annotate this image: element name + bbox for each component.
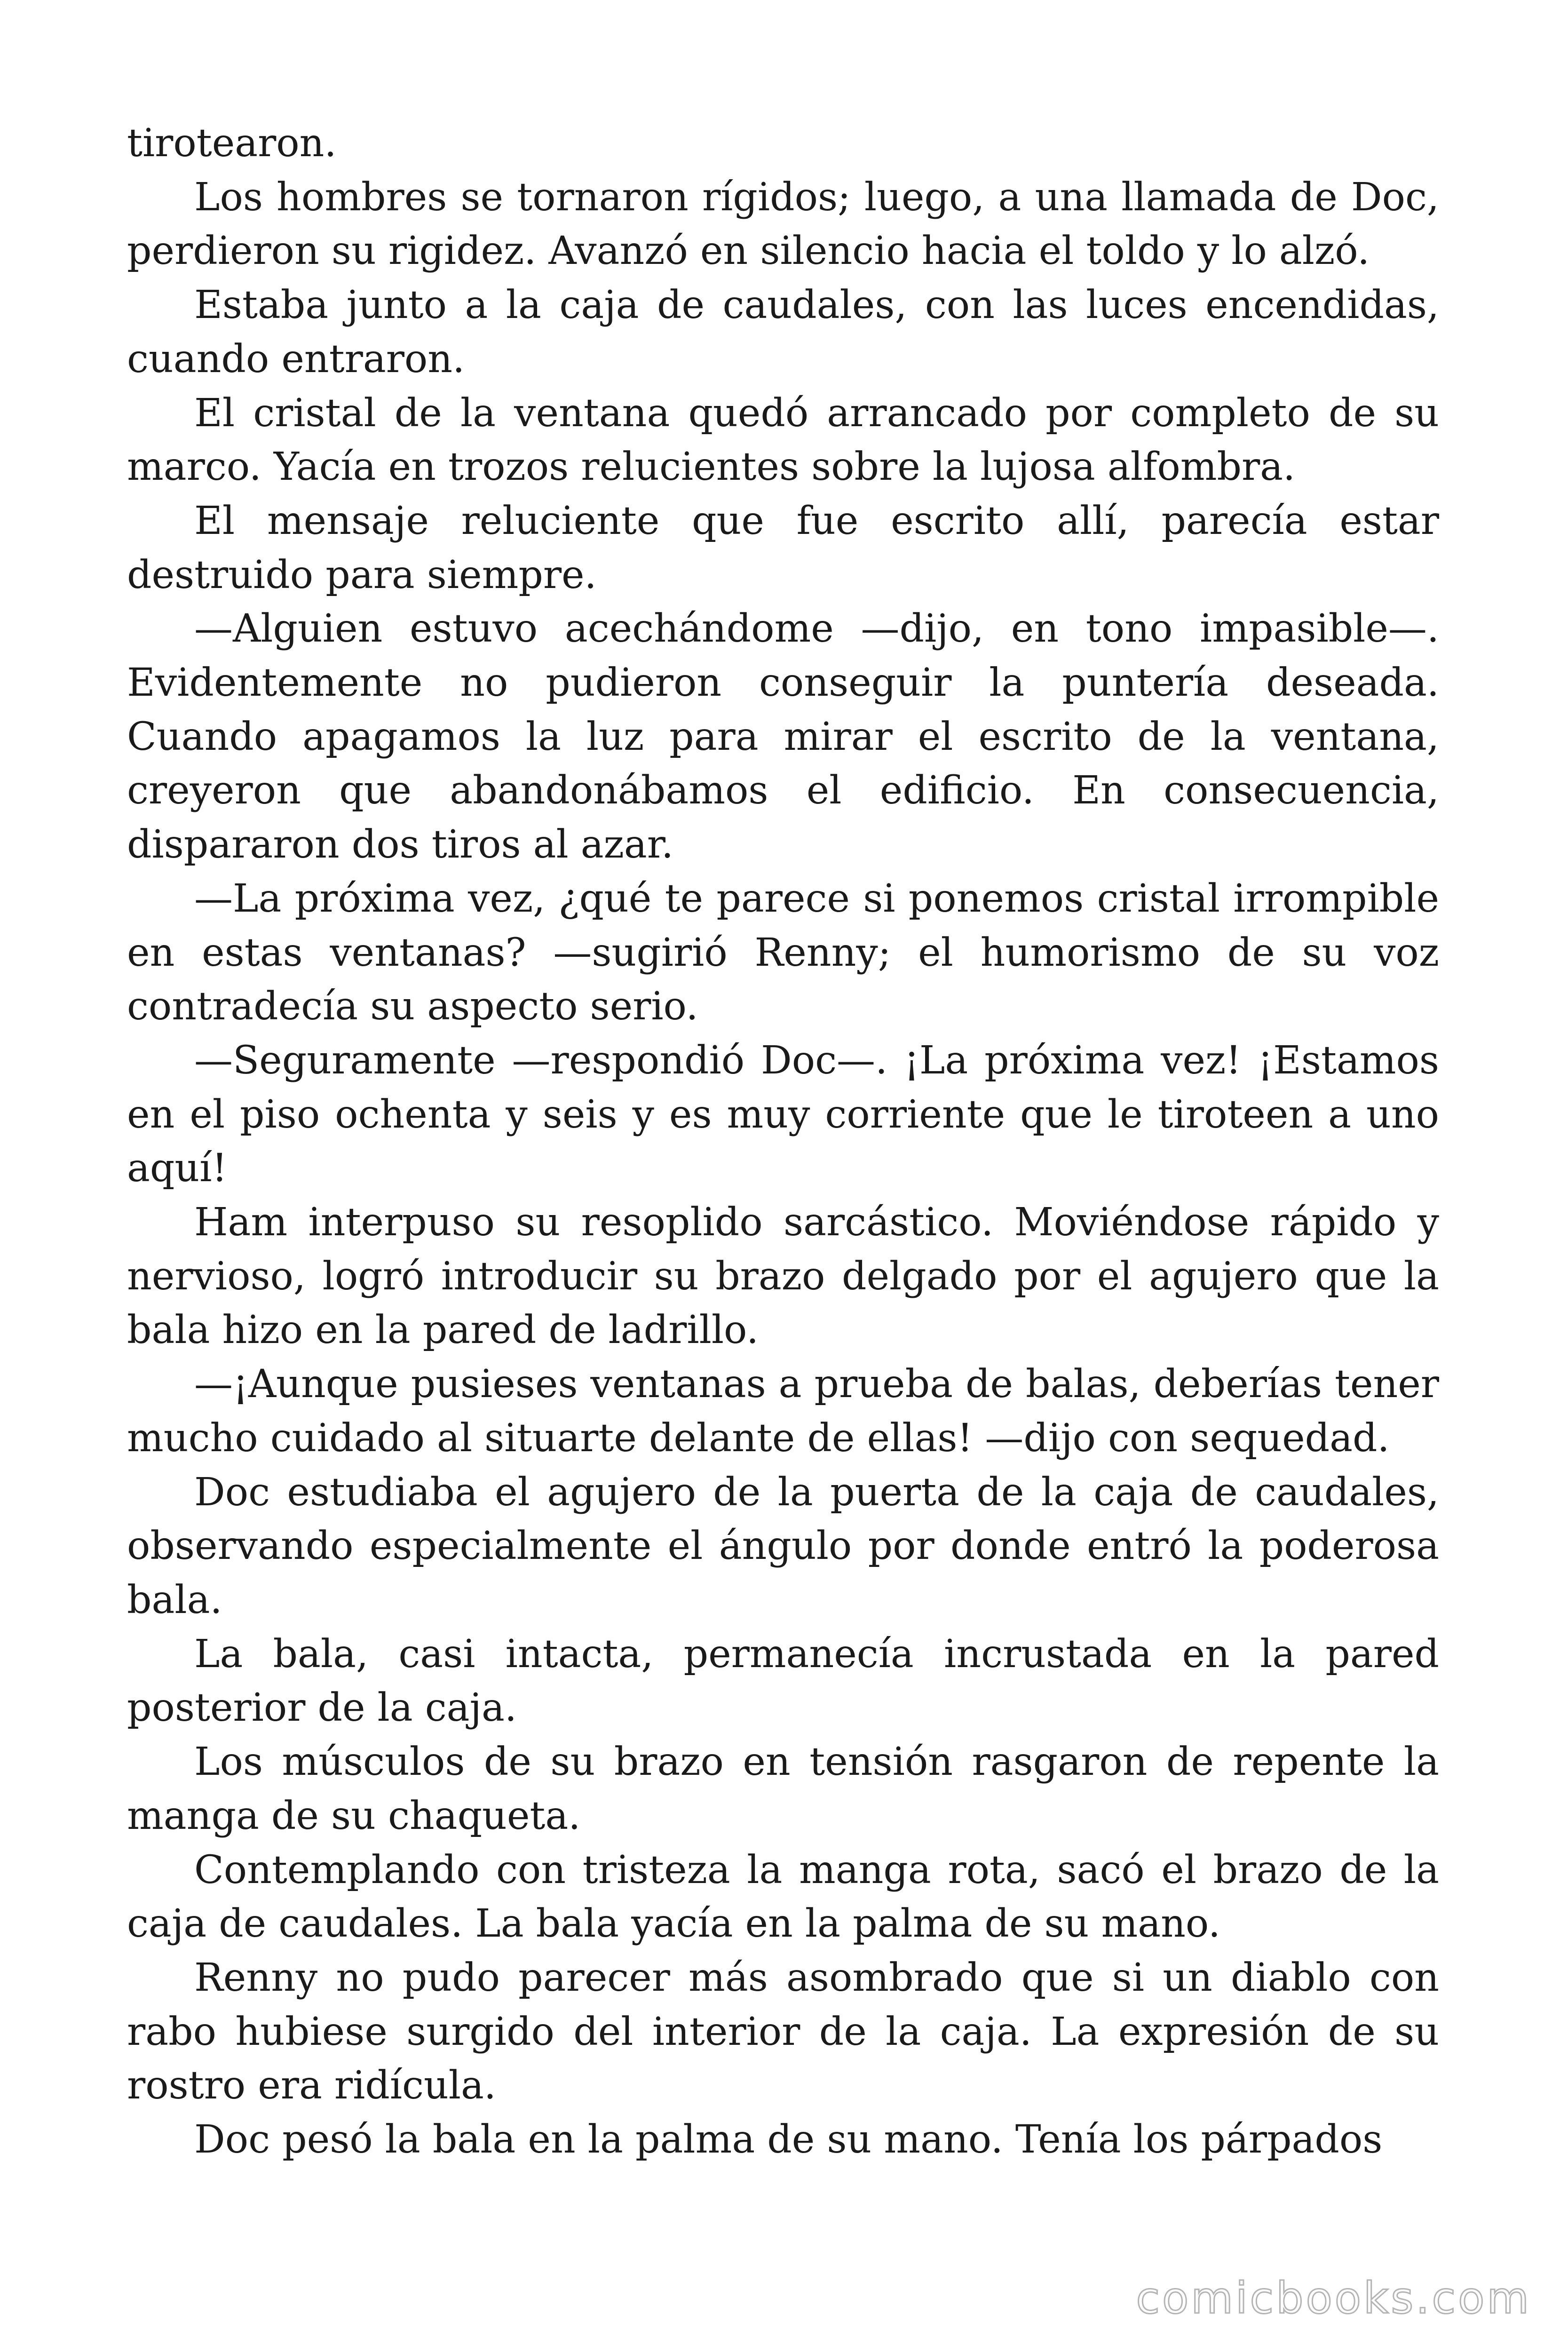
paragraph-8: —Seguramente —respondió Doc—. ¡La próxima vez! ¡Estamos en el piso ochenta y seis y es muy corriente que le tiroteen a uno aquí! — [127, 1038, 1439, 1191]
paragraph-14: Contemplando con tristeza la manga rota, sacó el brazo de la caja de caudales. La bala yacía en la palma de su mano. — [127, 1847, 1439, 1947]
paragraph-2: Los hombres se tornaron rígidos; luego, a una llamada de Doc, perdieron su rigidez. Avanzó en silencio hacia el toldo y lo alzó. — [127, 175, 1439, 274]
paragraph-6: —Alguien estuvo acechándome —dijo, en tono impasible—. Evidentemente no pudieron conseguir la puntería deseada. Cuando apagamos la luz para mirar el escrito de la ventana, creyeron que abandonábamos el edificio. En consecuencia, dispararon dos tiros al azar. — [127, 606, 1439, 867]
paragraph-4: El cristal de la ventana quedó arrancado por completo de su marco. Yacía en trozos relucientes sobre la lujosa alfombra. — [127, 390, 1439, 490]
paragraph-15: Renny no pudo parecer más asombrado que si un diablo con rabo hubiese surgido del interior de la caja. La expresión de su rostro era ridícula. — [127, 1955, 1439, 2108]
paragraph-11: Doc estudiaba el agujero de la puerta de la caja de caudales, observando especialmente el ángulo por donde entró la poderosa bala. — [127, 1470, 1439, 1622]
paragraph-12: La bala, casi intacta, permanecía incrustada en la pared posterior de la caja. — [127, 1631, 1439, 1731]
page-body — [127, 117, 1439, 2167]
paragraph-1: tirotearon. — [127, 121, 337, 166]
paragraph-10: —¡Aunque pusieses ventanas a prueba de balas, deberías tener mucho cuidado al situarte delante de ellas! —dijo con sequedad. — [127, 1362, 1439, 1461]
paragraph-5: El mensaje reluciente que fue escrito allí, parecía estar destruido para siempre. — [127, 498, 1439, 597]
paragraph-16: Doc pesó la bala en la palma de su mano. Tenía los párpados — [194, 2117, 1383, 2162]
paragraph-7: —La próxima vez, ¿qué te parece si ponemos cristal irrompible en estas ventanas? —sugirió Renny; el humorismo de su voz contradecía su aspecto serio. — [127, 876, 1439, 1029]
paragraph-9: Ham interpuso su resoplido sarcástico. Moviéndose rápido y nervioso, logró introducir su brazo delgado por el agujero que la bala hizo en la pared de ladrillo. — [127, 1200, 1439, 1353]
paragraph-13: Los músculos de su brazo en tensión rasgaron de repente la manga de su chaqueta. — [127, 1740, 1439, 1838]
paragraph-3: Estaba junto a la caja de caudales, con las luces encendidas, cuando entraron. — [127, 283, 1439, 381]
watermark: comicbooks.com — [1136, 2273, 1531, 2323]
